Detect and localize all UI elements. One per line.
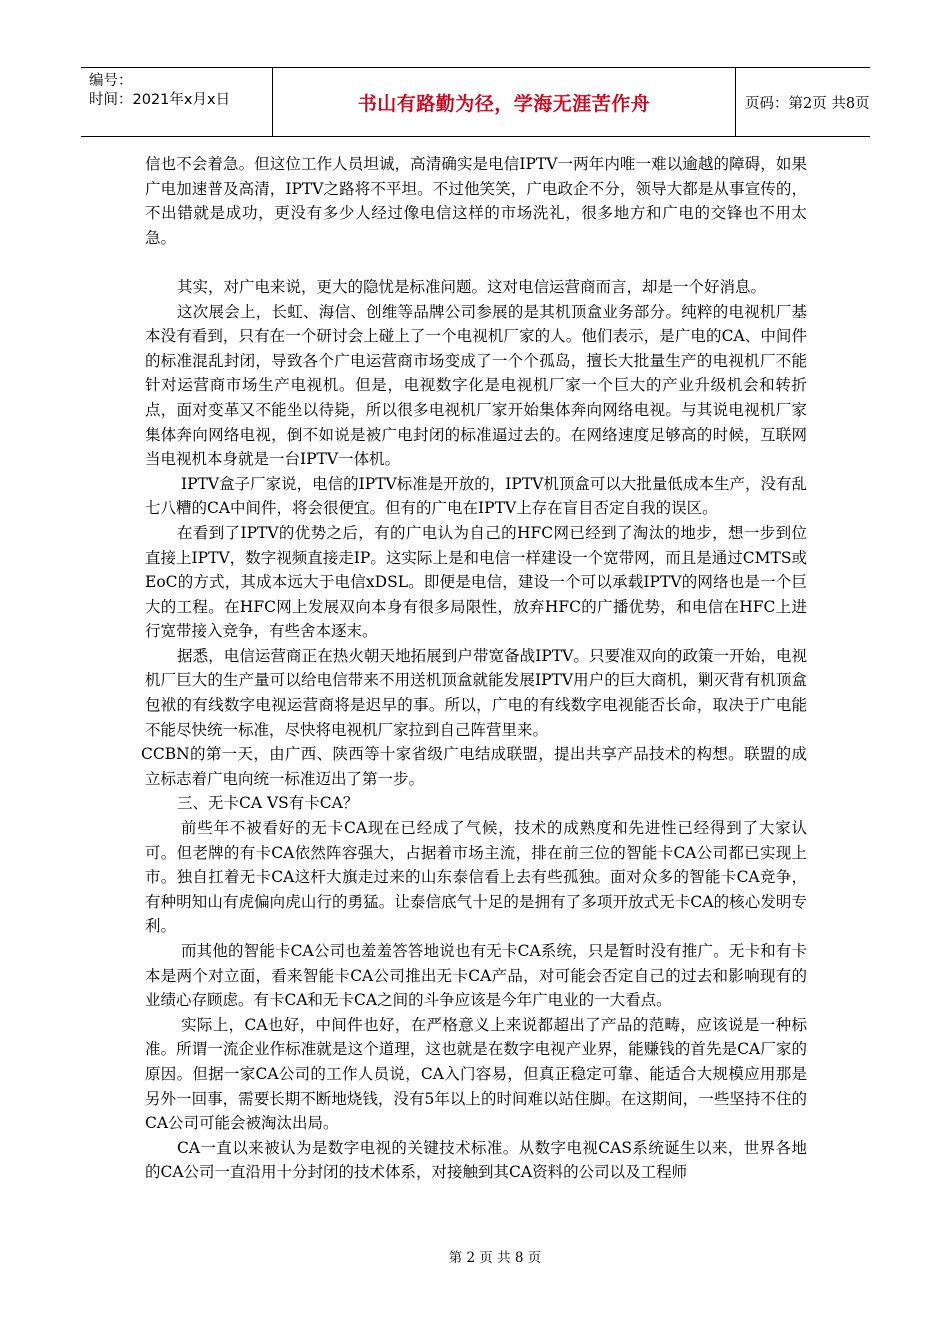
page-header xyxy=(81,67,870,137)
document-code: 编号： xyxy=(89,73,133,89)
paragraph: CCBN的第一天，由广西、陕西等十家省级广电结成联盟，提出共享产品技术的构想。联盟的成立标志着广电向统一标准迈出了第一步。 xyxy=(141,745,807,788)
paragraph: 前些年不被看好的无卡CA现在已经成了气候，技术的成熟度和先进性已经得到了大家认可。但老牌的有卡CA依然阵容强大，占据着市场主流，排在前三位的智能卡CA公司都已实现上市。独自扛着无卡CA这杆大旗走过来的山东泰信看上去有些孤独。面对众多的智能卡CA竞争，有种明知山有虎偏向虎山行的勇猛。让泰信底气十足的是拥有了多项开放式无卡CA的核心发明专利。 xyxy=(145,819,807,936)
body-text xyxy=(141,152,807,1185)
paragraph: 据悉，电信运营商正在热火朝天地拓展到户带宽备战IPTV。只要准双向的政策一开始，电视机厂巨大的生产量可以给电信带来不用送机顶盒就能发展IPTV用户的巨大商机，剿灭背有机顶盒包袱的有线数字电视运营商将是迟早的事。所以，广电的有线数字电视能否长命，取决于广电能不能尽快统一标准，尽快将电视机厂家拉到自己阵营里来。 xyxy=(145,646,807,739)
paragraph: IPTV盒子厂家说，电信的IPTV标准是开放的，IPTV机顶盒可以大批量低成本生产，没有乱七八糟的CA中间件，将会很便宜。但有的广电在IPTV上存在盲目否定自我的误区。 xyxy=(145,474,807,518)
section-heading: 三、无卡CA VS有卡CA？ xyxy=(177,794,359,813)
paragraph: 而其他的智能卡CA公司也羞羞答答地说也有无卡CA系统，只是暂时没有推广。无卡和有卡本是两个对立面，看来智能卡CA公司推出无卡CA产品，对可能会否定自己的过去和影响现有的业绩心存顾虑。有卡CA和无卡CA之间的斗争应该是今年广电业的一大看点。 xyxy=(145,942,807,1010)
paragraph: 在看到了IPTV的优势之后，有的广电认为自己的HFC网已经到了淘汰的地步，想一步到位直接上IPTV，数字视频直接走IP。这实际上是和电信一样建设一个宽带网，而且是通过CMTS或EoC的方式，其成本远大于电信xDSL。即便是电信，建设一个可以承载IPTV的网络也是一个巨大的工程。在HFC网上发展双向本身有很多局限性，放弃HFC的广播优势，和电信在HFC上进行宽带接入竞争，有些舍本逐末。 xyxy=(145,523,807,641)
header-meta xyxy=(81,68,273,136)
page-footer: 第 2 页 共 8 页 xyxy=(448,1250,542,1266)
paragraph: CA一直以来被认为是数字电视的关键技术标准。从数字电视CAS系统诞生以来，世界各地的CA公司一直沿用十分封闭的技术体系，对接触到其CA资料的公司以及工程师 xyxy=(145,1138,807,1182)
paragraph: 这次展会上，长虹、海信、创维等品牌公司参展的是其机顶盒业务部分。纯粹的电视机厂基本没有看到，只有在一个研讨会上碰上了一个电视机厂家的人。他们表示，是广电的CA、中间件的标准混乱封闭，导致各个广电运营商市场变成了一个个孤岛，擅长大批量生产的电视机厂不能针对运营商市场生产电视机。但是，电视数字化是电视机厂家一个巨大的产业升级机会和转折点，面对变革又不能坐以待毙，所以很多电视机厂家开始集体奔向网络电视。与其说电视机厂家集体奔向网络电视，倒不如说是被广电封闭的标准逼过去的。在网络速度足够高的时候，互联网当电视机本身就是一台IPTV一体机。 xyxy=(145,302,807,469)
paragraph: 信也不会着急。但这位工作人员坦诚，高清确实是电信IPTV一两年内唯一难以逾越的障碍，如果广电加速普及高清，IPTV之路将不平坦。不过他笑笑，广电政企不分，领导大都是从事宣传的，不出错就是成功，更没有多少人经过像电信这样的市场洗礼，很多地方和广电的交锋也不用太急。 xyxy=(145,155,807,247)
paragraph: 实际上，CA也好，中间件也好，在严格意义上来说都超出了产品的范畴，应该说是一种标准。所谓一流企业作标准就是这个道理，这也就是在数字电视产业界，能赚钱的首先是CA厂家的原因。但据一家CA公司的工作人员说，CA入门容易，但真正稳定可靠、能适合大规模应用那是另外一回事，需要长期不断地烧钱，没有5年以上的时间难以站住脚。在这期间，一些坚持不住的CA公司可能会被淘汰出局。 xyxy=(145,1015,807,1133)
document-time: 时间：2021年x月x日 xyxy=(89,92,231,108)
header-motto: 书山有路勤为径，学海无涯苦作舟 xyxy=(273,68,736,136)
header-page-info: 页码：第2页 共8页 xyxy=(745,95,870,112)
paragraph: 其实，对广电来说，更大的隐忧是标准问题。这对电信运营商而言，却是一个好消息。 xyxy=(177,277,767,296)
